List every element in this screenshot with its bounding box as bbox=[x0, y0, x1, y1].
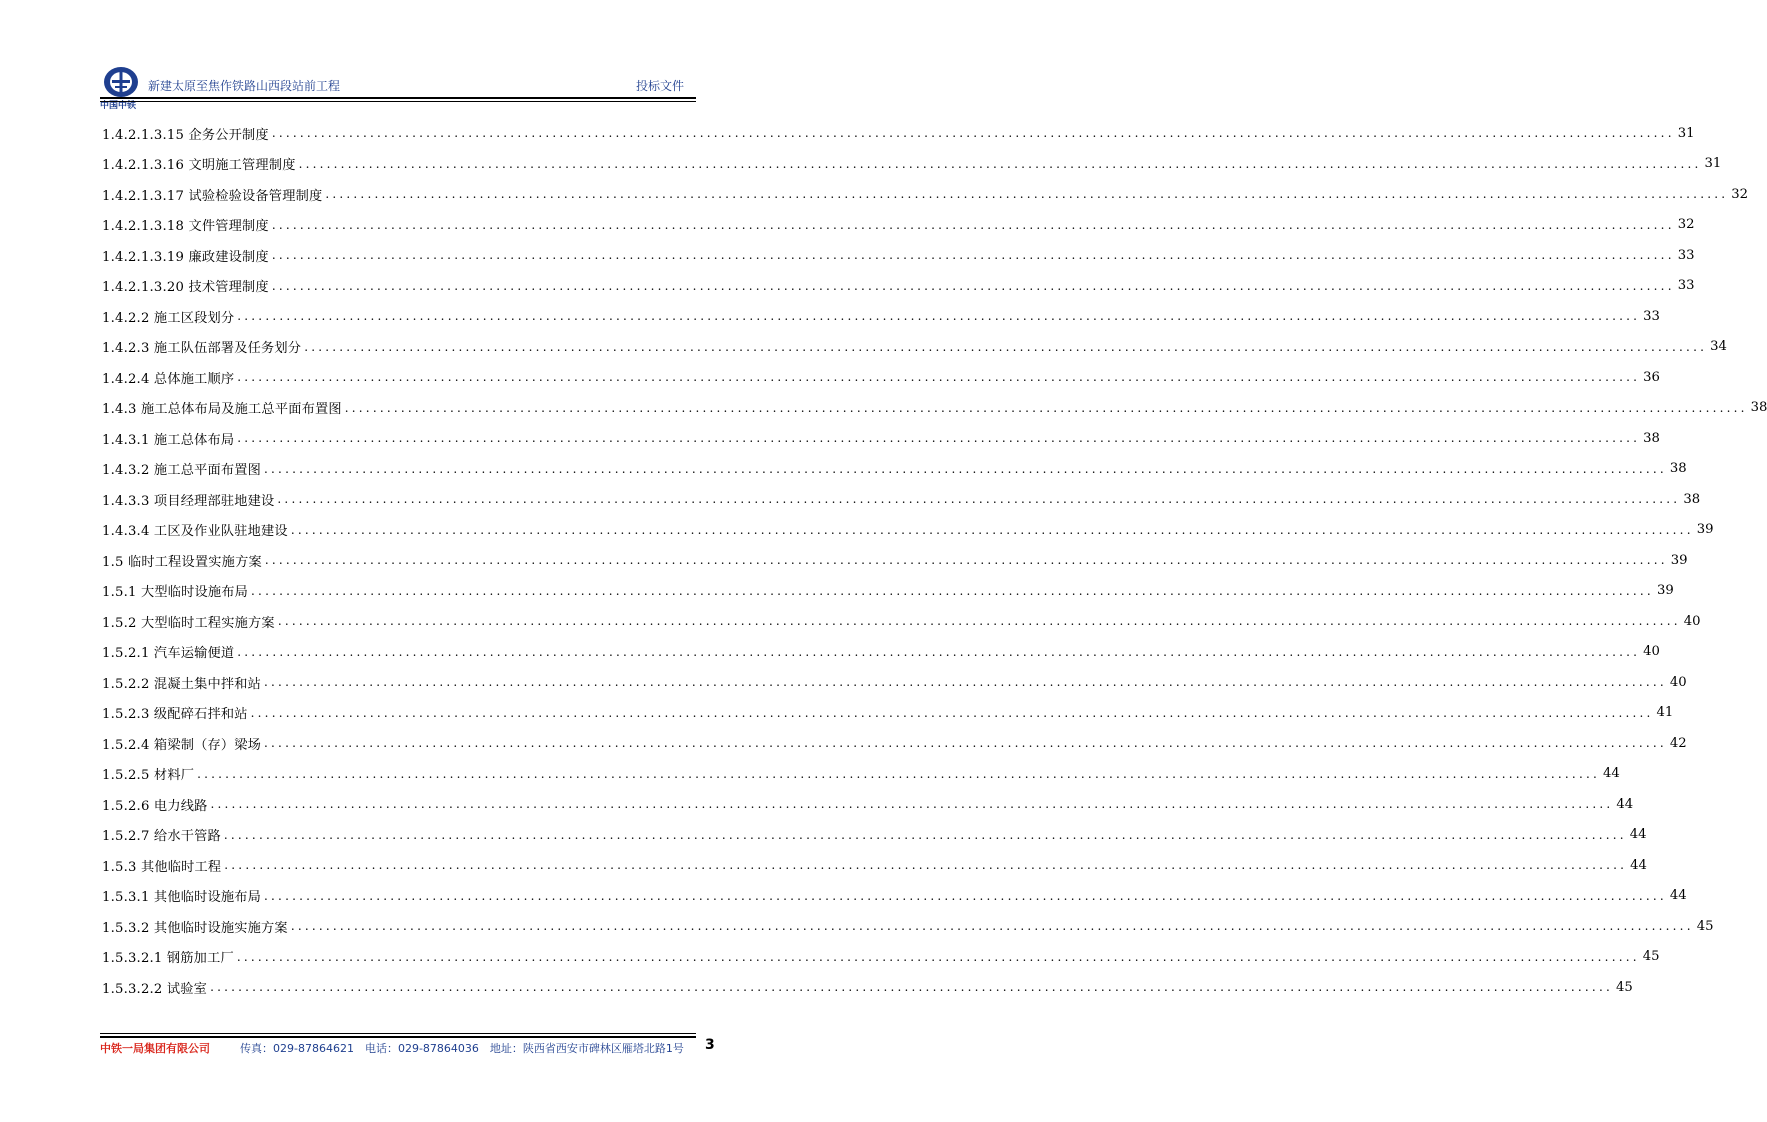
toc-entry-label: 1.5.2.7 给水干管路 bbox=[102, 829, 221, 845]
toc-entry-label: 1.4.2.3 施工队伍部署及任务划分 bbox=[102, 341, 302, 357]
toc-entry-label: 1.5.3.1 其他临时设施布局 bbox=[102, 890, 262, 906]
toc-entry[interactable] bbox=[102, 911, 1714, 942]
toc-entry-page: 39 bbox=[1696, 522, 1714, 538]
toc-entry[interactable] bbox=[102, 759, 1620, 790]
toc-entry-page: 44 bbox=[1669, 888, 1687, 904]
header-rule bbox=[100, 97, 696, 99]
toc-entry[interactable] bbox=[102, 545, 1688, 576]
toc-entry[interactable] bbox=[102, 362, 1660, 393]
document-type: 投标文件 bbox=[635, 79, 684, 93]
toc-entry-label: 1.5.3.2.2 试验室 bbox=[102, 981, 208, 997]
toc-entry-label: 1.4.2.1.3.18 文件管理制度 bbox=[102, 219, 269, 235]
toc-entry[interactable] bbox=[102, 301, 1660, 332]
toc-leader-dots: ........................................................................................................................................................................................................ bbox=[271, 278, 1675, 293]
toc-entry-page: 33 bbox=[1677, 247, 1695, 263]
toc-entry-label: 1.5.2.2 混凝土集中拌和站 bbox=[102, 676, 262, 692]
toc-entry[interactable] bbox=[102, 149, 1722, 180]
toc-leader-dots: ........................................................................................................................................................................................................ bbox=[277, 492, 1681, 507]
toc-leader-dots: ........................................................................................................................................................................................................ bbox=[237, 370, 1641, 385]
footer-rule-thin bbox=[100, 1033, 696, 1034]
toc-entry[interactable] bbox=[102, 606, 1701, 637]
toc-entry-page: 40 bbox=[1643, 644, 1660, 660]
toc-entry[interactable] bbox=[102, 210, 1695, 241]
toc-leader-dots: ........................................................................................................................................................................................................ bbox=[236, 949, 1640, 964]
toc-entry-page: 33 bbox=[1643, 308, 1660, 324]
toc-entry-label: 1.4.2.2 施工区段划分 bbox=[102, 310, 235, 326]
toc-leader-dots: ........................................................................................................................................................................................................ bbox=[264, 461, 1667, 476]
toc-entry[interactable] bbox=[102, 515, 1714, 546]
toc-entry[interactable] bbox=[102, 881, 1687, 912]
toc-entry-label: 1.4.3 施工总体布局及施工总平面布置图 bbox=[102, 402, 342, 418]
toc-entry-label: 1.5.3 其他临时工程 bbox=[102, 859, 222, 875]
toc-leader-dots: ........................................................................................................................................................................................................ bbox=[197, 766, 1600, 781]
toc-entry-page: 44 bbox=[1630, 857, 1647, 873]
toc-entry-label: 1.5.2.4 箱梁制（存）梁场 bbox=[102, 737, 262, 753]
toc-entry[interactable] bbox=[102, 240, 1695, 271]
toc-leader-dots: ........................................................................................................................................................................................................ bbox=[271, 248, 1675, 263]
toc-leader-dots: ........................................................................................................................................................................................................ bbox=[264, 736, 1667, 751]
toc-entry[interactable] bbox=[102, 179, 1749, 210]
page-header bbox=[100, 66, 696, 110]
toc-entry-page: 31 bbox=[1677, 125, 1695, 141]
logo-emblem-icon bbox=[103, 66, 139, 98]
toc-entry-page: 45 bbox=[1615, 979, 1633, 995]
toc-leader-dots: ........................................................................................................................................................................................................ bbox=[344, 400, 1748, 415]
toc-entry-page: 34 bbox=[1710, 339, 1727, 355]
toc-entry-page: 40 bbox=[1683, 613, 1701, 629]
toc-leader-dots: ........................................................................................................................................................................................................ bbox=[237, 309, 1641, 324]
toc-leader-dots: ........................................................................................................................................................................................................ bbox=[271, 126, 1675, 141]
toc-entry-label: 1.5.3.2 其他临时设施实施方案 bbox=[102, 920, 288, 936]
toc-entry[interactable] bbox=[102, 118, 1695, 149]
toc-entry-page: 38 bbox=[1669, 461, 1687, 477]
toc-leader-dots: ........................................................................................................................................................................................................ bbox=[264, 553, 1668, 568]
toc-leader-dots: ........................................................................................................................................................................................................ bbox=[264, 888, 1667, 903]
toc-entry-label: 1.5.3.2.1 钢筋加工厂 bbox=[102, 951, 234, 967]
toc-leader-dots: ........................................................................................................................................................................................................ bbox=[250, 705, 1654, 720]
toc-entry-label: 1.4.2.1.3.17 试验检验设备管理制度 bbox=[102, 188, 323, 204]
toc-leader-dots: ........................................................................................................................................................................................................ bbox=[210, 980, 1613, 995]
toc-entry[interactable] bbox=[102, 576, 1674, 607]
toc-leader-dots: ........................................................................................................................................................................................................ bbox=[271, 217, 1675, 232]
toc-entry-page: 39 bbox=[1656, 583, 1674, 599]
toc-entry-page: 45 bbox=[1696, 918, 1714, 934]
project-title: 新建太原至焦作铁路山西段站前工程 bbox=[148, 79, 341, 93]
toc-entry-page: 38 bbox=[1683, 491, 1701, 507]
toc-entry-page: 39 bbox=[1670, 552, 1688, 568]
toc-leader-dots: ........................................................................................................................................................................................................ bbox=[264, 675, 1667, 690]
toc-entry[interactable] bbox=[102, 728, 1687, 759]
toc-entry-page: 44 bbox=[1602, 766, 1620, 782]
toc-entry[interactable] bbox=[102, 332, 1727, 363]
toc-entry-page: 32 bbox=[1677, 217, 1695, 233]
footer-company: 中铁一局集团有限公司 bbox=[100, 1042, 210, 1055]
toc-leader-dots: ........................................................................................................................................................................................................ bbox=[304, 339, 1708, 354]
footer-contact-info: 传真：029-87864621 电话：029-87864036 地址：陕西省西安市碑林区雁塔北路1号 bbox=[240, 1042, 684, 1055]
toc-entry[interactable] bbox=[102, 698, 1674, 729]
toc-entry-page: 36 bbox=[1643, 369, 1660, 385]
toc-entry-label: 1.4.3.2 施工总平面布置图 bbox=[102, 463, 262, 479]
toc-entry-page: 40 bbox=[1669, 674, 1687, 690]
toc-entry[interactable] bbox=[102, 820, 1647, 851]
toc-entry[interactable] bbox=[102, 637, 1660, 668]
toc-leader-dots: ........................................................................................................................................................................................................ bbox=[251, 583, 1654, 598]
toc-entry-page: 41 bbox=[1656, 705, 1674, 721]
toc-leader-dots: ........................................................................................................................................................................................................ bbox=[298, 156, 1702, 171]
toc-leader-dots: ........................................................................................................................................................................................................ bbox=[210, 797, 1614, 812]
toc-entry-label: 1.4.3.3 项目经理部驻地建设 bbox=[102, 493, 275, 509]
toc-entry[interactable] bbox=[102, 393, 1767, 424]
page-number: 3 bbox=[705, 1037, 715, 1053]
toc-entry-page: 32 bbox=[1731, 186, 1749, 202]
toc-leader-dots: ........................................................................................................................................................................................................ bbox=[224, 858, 1628, 873]
toc-entry[interactable] bbox=[102, 484, 1701, 515]
toc-leader-dots: ........................................................................................................................................................................................................ bbox=[237, 644, 1641, 659]
toc-entry-label: 1.4.3.4 工区及作业队驻地建设 bbox=[102, 524, 288, 540]
toc-entry-page: 38 bbox=[1643, 430, 1660, 446]
toc-entry-label: 1.4.2.1.3.16 文明施工管理制度 bbox=[102, 158, 296, 174]
toc-entry-label: 1.5.2.3 级配碎石拌和站 bbox=[102, 707, 248, 723]
toc-entry[interactable] bbox=[102, 423, 1660, 454]
toc-entry[interactable] bbox=[102, 454, 1687, 485]
toc-leader-dots: ........................................................................................................................................................................................................ bbox=[277, 614, 1681, 629]
toc-entry[interactable] bbox=[102, 789, 1634, 820]
toc-entry-page: 38 bbox=[1750, 400, 1767, 416]
logo-text: 中国中铁 bbox=[100, 101, 137, 111]
toc-entry-page: 31 bbox=[1704, 156, 1722, 172]
toc-entry-page: 44 bbox=[1629, 827, 1647, 843]
toc-entry[interactable] bbox=[102, 942, 1660, 973]
toc-entry[interactable] bbox=[102, 850, 1647, 881]
toc-entry-label: 1.5.2.1 汽车运输便道 bbox=[102, 646, 235, 662]
toc-entry-label: 1.4.2.1.3.15 企务公开制度 bbox=[102, 127, 269, 143]
toc-entry-label: 1.4.2.1.3.20 技术管理制度 bbox=[102, 280, 269, 296]
footer-rule bbox=[100, 1036, 696, 1038]
toc-entry[interactable] bbox=[102, 271, 1695, 302]
page-footer bbox=[100, 1040, 720, 1058]
toc-leader-dots: ........................................................................................................................................................................................................ bbox=[237, 431, 1641, 446]
toc-entry-label: 1.4.2.1.3.19 廉政建设制度 bbox=[102, 249, 269, 265]
toc-leader-dots: ........................................................................................................................................................................................................ bbox=[223, 827, 1627, 842]
toc-entry-page: 45 bbox=[1642, 949, 1660, 965]
toc-leader-dots: ........................................................................................................................................................................................................ bbox=[290, 522, 1694, 537]
toc-entry[interactable] bbox=[102, 667, 1687, 698]
toc-entry-label: 1.4.2.4 总体施工顺序 bbox=[102, 371, 235, 387]
toc-entry-page: 42 bbox=[1669, 735, 1687, 751]
header-rule-thin bbox=[100, 101, 696, 102]
table-of-contents bbox=[102, 118, 1767, 1003]
toc-entry-label: 1.5.2.5 材料厂 bbox=[102, 768, 195, 784]
toc-entry[interactable] bbox=[102, 972, 1633, 1003]
toc-entry-label: 1.5 临时工程设置实施方案 bbox=[102, 554, 262, 570]
toc-entry-label: 1.5.2.6 电力线路 bbox=[102, 798, 208, 814]
toc-entry-label: 1.5.2 大型临时工程实施方案 bbox=[102, 615, 275, 631]
toc-leader-dots: ........................................................................................................................................................................................................ bbox=[325, 187, 1729, 202]
toc-leader-dots: ........................................................................................................................................................................................................ bbox=[290, 919, 1694, 934]
toc-entry-page: 33 bbox=[1677, 278, 1695, 294]
company-logo bbox=[100, 66, 144, 110]
toc-entry-label: 1.5.1 大型临时设施布局 bbox=[102, 585, 249, 601]
toc-entry-page: 44 bbox=[1616, 796, 1634, 812]
toc-entry-label: 1.4.3.1 施工总体布局 bbox=[102, 432, 235, 448]
